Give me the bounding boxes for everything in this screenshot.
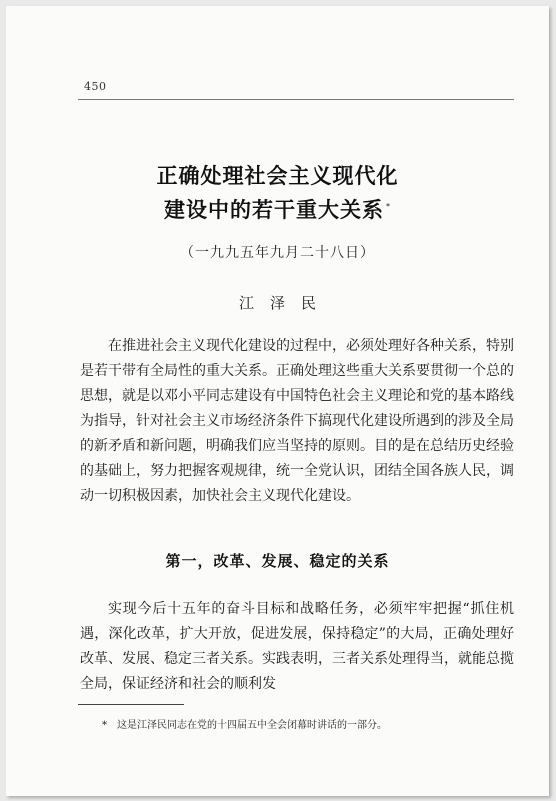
footnote-text: 这是江泽民同志在党的十四届五中全会闭幕时讲话的一部分。: [117, 720, 387, 731]
header-rule: [78, 99, 514, 100]
page-number: 450: [84, 80, 107, 93]
title-footnote-marker: *: [386, 202, 391, 211]
footnote: [102, 716, 387, 731]
footnote-marker: *: [102, 720, 107, 731]
footnote-rule: [78, 704, 184, 705]
speech-date: （一九九五年九月二十八日）: [180, 245, 375, 261]
author-name: 江泽民: [238, 294, 332, 312]
title-line-2-text: 建设中的若干重大关系: [164, 198, 384, 222]
book-page: [6, 6, 549, 796]
body-paragraph-2: [80, 597, 514, 697]
paragraph-2-text: 实现今后十五年的奋斗目标和战略任务，必须牢牢把握“抓住机遇，深化改革，扩大开放，促进发展，保持稳定”的大局，正确处理好改革、发展、稳定三者关系。实践表明，三者关系处理得当，就能总揽全局，保证经济和社会的顺利发: [80, 601, 514, 692]
title-line-1: [6, 160, 549, 190]
title-line-1-text: 正确处理社会主义现代化: [156, 164, 399, 188]
section-heading: 第一，改革、发展、稳定的关系: [165, 552, 390, 570]
body-paragraph-1: [80, 334, 514, 509]
paragraph-1-text: 在推进社会主义现代化建设的过程中，必须处理好各种关系，特别是若干带有全局性的重大关系。正确处理这些重大关系要贯彻一个总的思想，就是以邓小平同志建设有中国特色社会主义理论和党的基本路线为指导，针对社会主义市场经济条件下搞现代化建设所遇到的涉及全局的新矛盾和新问题，明确我们应当坚持的原则。目的是在总结历史经验的基础上，努力把握客观规律，统一全党认识，团结全国各族人民，调动一切积极因素，加快社会主义现代化建设。: [80, 338, 514, 504]
title-line-2: [6, 194, 549, 224]
